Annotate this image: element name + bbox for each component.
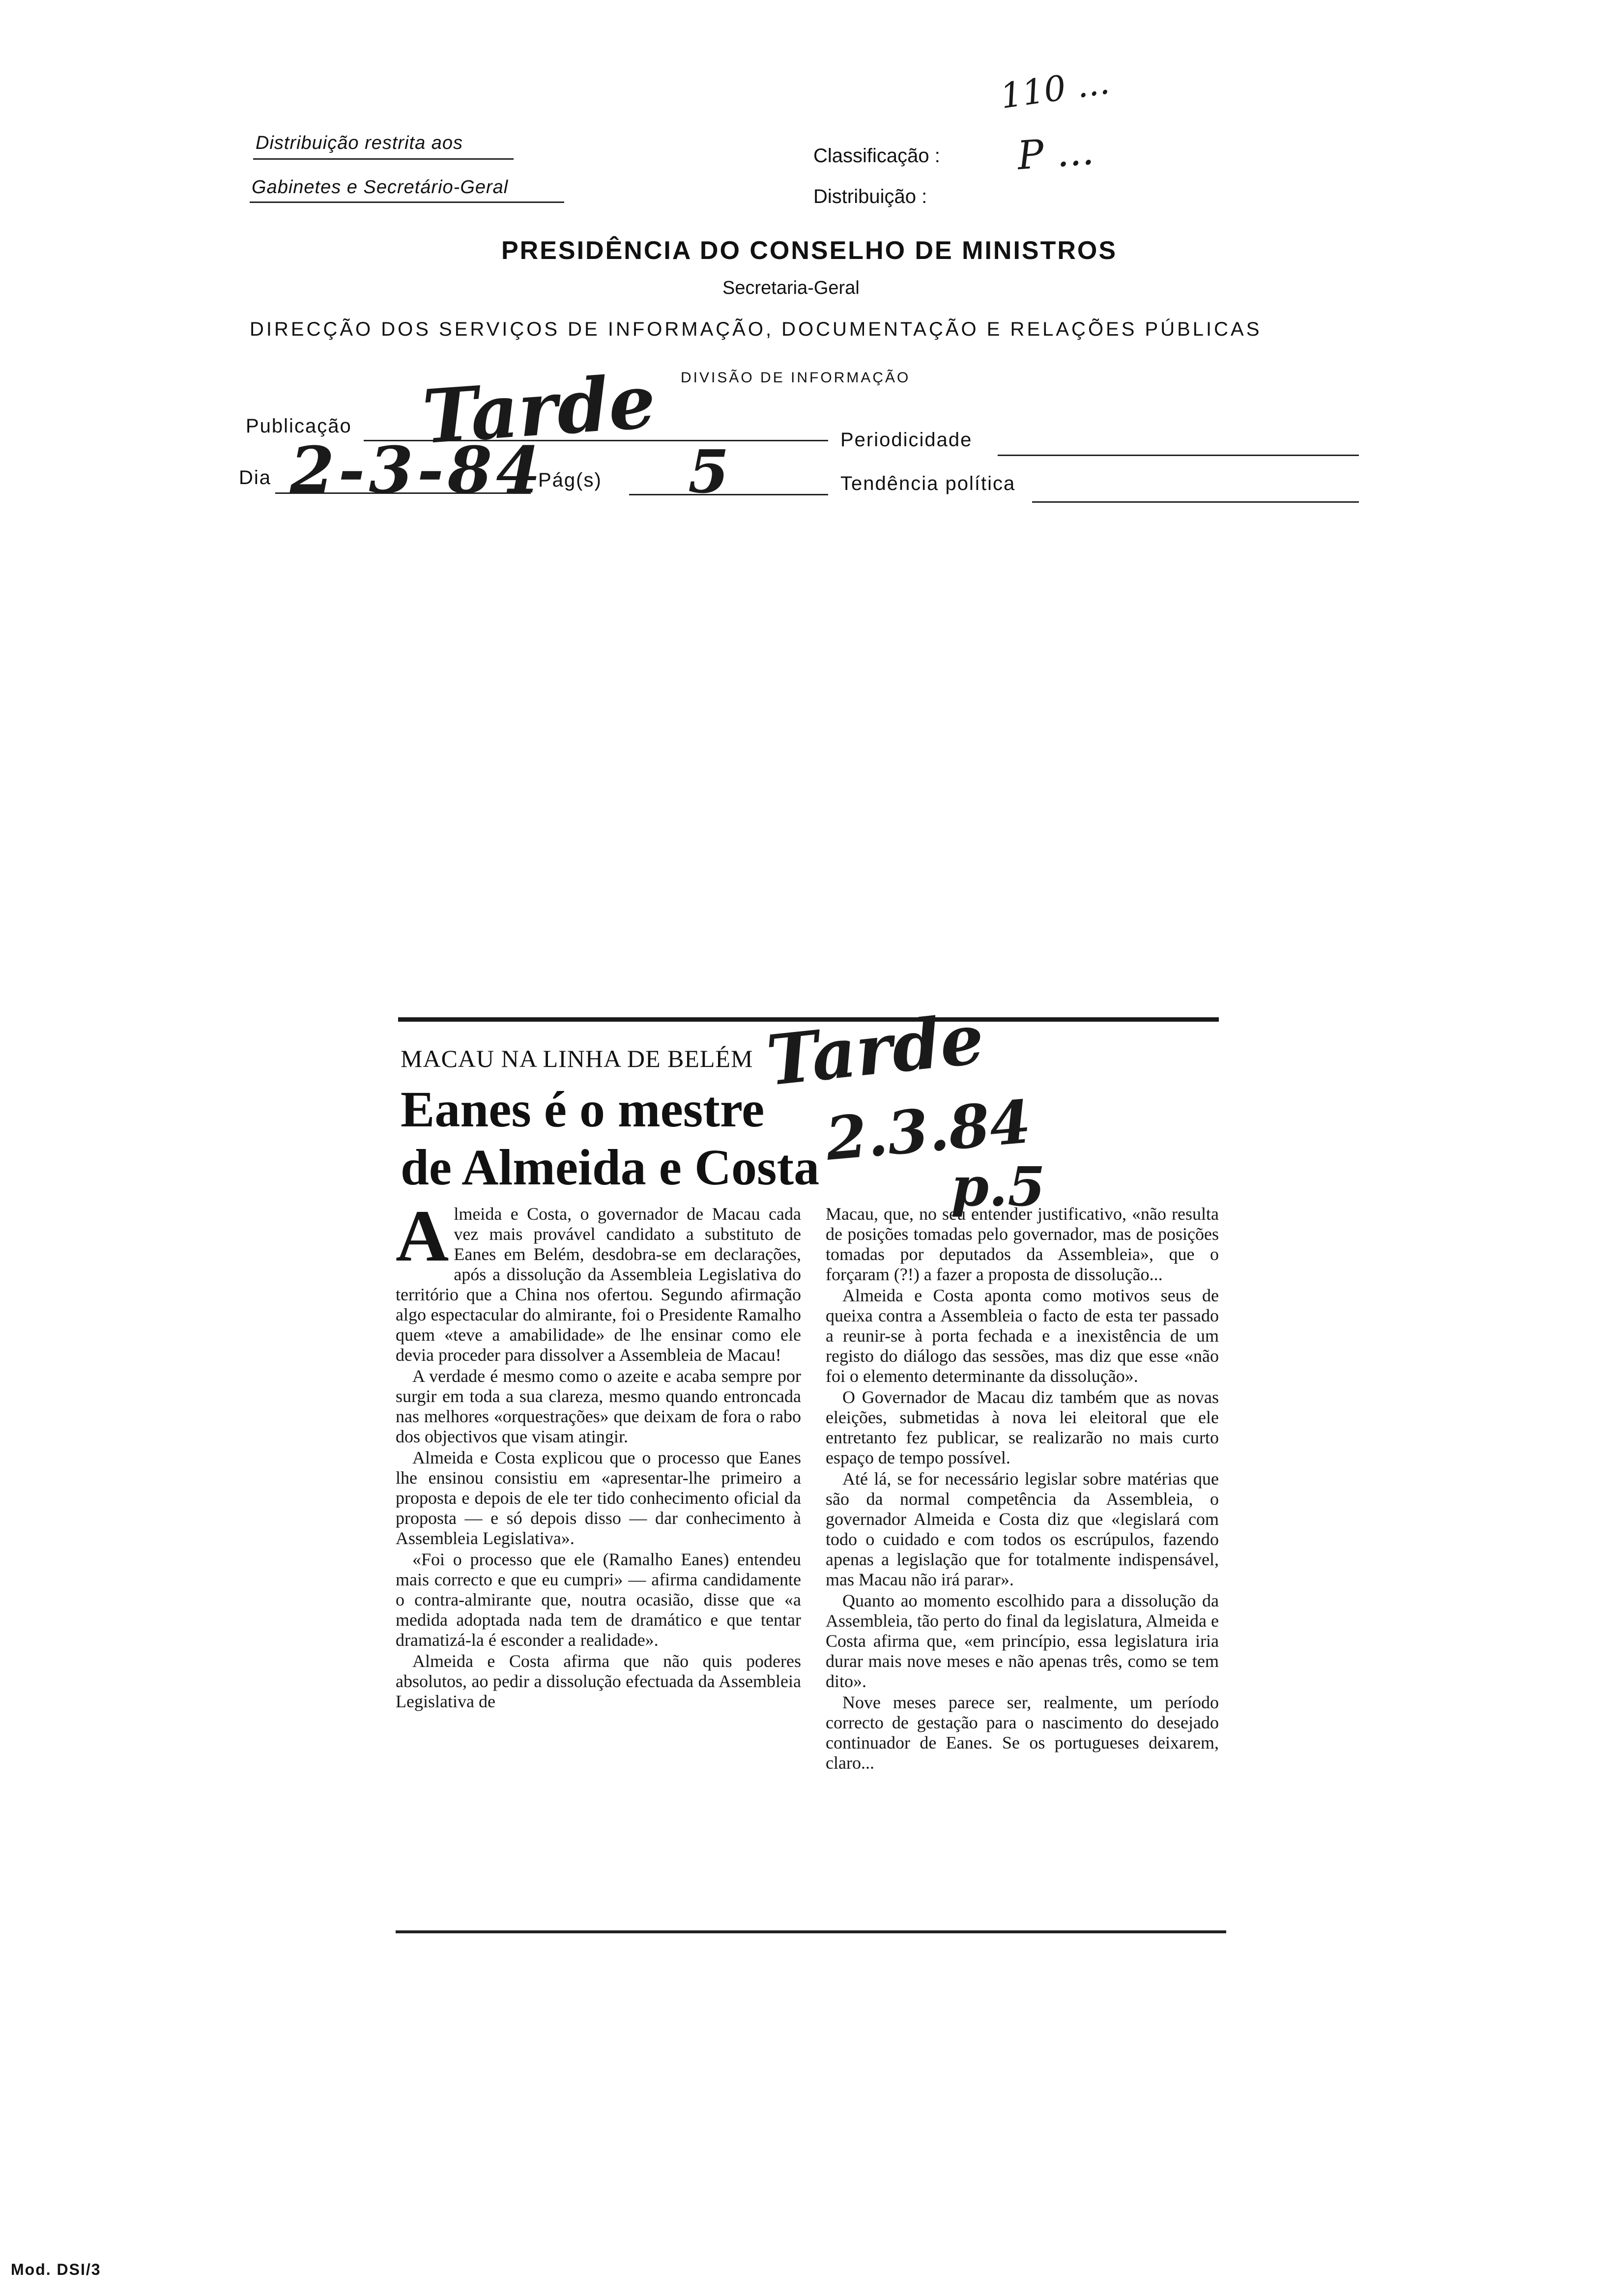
distribuicao-label: Distribuição : — [813, 186, 927, 207]
paragraph: Almeida e Costa aponta como motivos seus de queixa contra a Assembleia o facto de esta ter passado a reunir-se à porta fechada e a inexistência de um registo do diálogo das sessões, mas diz que esse «não foi o elemento determinante da dissolução». — [826, 1286, 1219, 1386]
masthead-subtitle: Secretaria-Geral — [722, 278, 860, 298]
pags-label: Pág(s) — [538, 469, 602, 491]
distribution-note-line1: Distribuição restrita aos — [256, 133, 463, 153]
handwritten-source: Tarde — [763, 999, 988, 1102]
division: DIVISÃO DE INFORMAÇÃO — [681, 370, 911, 386]
paragraph: Nove meses parece ser, realmente, um período correcto de gestação para o nascimento do desejado continuador de Eanes. Se os portugueses deixarem, claro... — [826, 1693, 1219, 1773]
masthead-title: PRESIDÊNCIA DO CONSELHO DE MINISTROS — [501, 236, 1118, 265]
tendencia-field-line — [1032, 501, 1359, 503]
drop-cap: A — [396, 1195, 449, 1277]
distribution-note-line2: Gabinetes e Secretário-Geral — [252, 177, 509, 198]
article-headline-line2: de Almeida e Costa — [401, 1139, 820, 1196]
paragraph: Até lá, se for necessário legislar sobre matérias que são da normal competência da Assembleia, o governador Almeida e Costa diz que «legislará com todo o cuidado e com todos os escrúpulos, fazendo apenas a legislação que for totalmente indispensável, mas Macau não irá parar». — [826, 1469, 1219, 1589]
handwritten-classification: P ... — [1015, 127, 1095, 179]
pags-value: 5 — [688, 437, 729, 507]
handwritten-annotation: 110 ... — [998, 61, 1112, 117]
paragraph: Almeida e Costa afirma que não quis poderes absolutos, ao pedir a dissolução efectuada da Assembleia Legislativa de — [396, 1651, 801, 1711]
handwritten-date: 2.3.84 — [823, 1087, 1034, 1174]
paragraph: Almeida e Costa explicou que o processo que Eanes lhe ensinou consistiu em «apresentar-lhe primeiro a proposta e depois de ele ter tido conhecimento oficial da proposta — e só depois disso — dar conhecimento à Assembleia Legislativa». — [396, 1448, 801, 1548]
periodicidade-field-line — [998, 455, 1359, 456]
classificacao-label: Classificação : — [813, 145, 940, 167]
article-column-2 — [826, 1204, 1219, 1774]
divider — [250, 201, 564, 203]
periodicidade-label: Periodicidade — [840, 429, 973, 451]
handwritten-page: p.5 — [951, 1155, 1045, 1218]
paragraph: A verdade é mesmo como o azeite e acaba sempre por surgir em toda a sua clareza, mesmo quando entroncada nas melhores «orquestrações» que deixam de fora o rabo dos objectivos que visam atingir. — [396, 1366, 801, 1446]
paragraph: O Governador de Macau diz também que as novas eleições, submetidas à nova lei eleitoral que ele entretanto fez publicar, se realizarão no mais curto espaço de tempo possível. — [826, 1387, 1219, 1467]
paragraph: «Foi o processo que ele (Ramalho Eanes) entendeu mais correcto e que eu cumpri» — afirma candidamente o contra-almirante que, noutra ocasião, disse que «a medida adoptada nada tem de dramático e que tentar dramatizá-la é esconder a realidade». — [396, 1550, 801, 1650]
directorate: DIRECÇÃO DOS SERVIÇOS DE INFORMAÇÃO, DOCUMENTAÇÃO E RELAÇÕES PÚBLICAS — [250, 318, 1262, 340]
dia-label: Dia — [239, 467, 272, 488]
article-headline-line1: Eanes é o mestre — [401, 1081, 765, 1138]
tendencia-label: Tendência política — [840, 473, 1016, 494]
publicacao-label: Publicação — [246, 415, 352, 437]
form-code: Mod. DSI/3 — [11, 2261, 101, 2278]
paragraph: Macau, que, no seu entender justificativo, «não resulta de posições tomadas pelo governador, mas de posições tomadas por deputados da Assembleia», que o forçaram (?!) a fazer a proposta de dissolução... — [826, 1204, 1219, 1284]
paragraph: lmeida e Costa, o governador de Macau cada vez mais provável candidato a substituto de Eanes em Belém, desdobra-se em declarações, após a dissolução da Assembleia Legislativa do território que a China nos ofertou. Segundo afirmação algo espectacular do almirante, foi o Presidente Ramalho quem «teve a amabilidade» de lhe ensinar como ele devia proceder para dissolver a Assembleia de Macau! — [396, 1204, 801, 1365]
article-kicker: MACAU NA LINHA DE BELÉM — [401, 1045, 753, 1072]
divider — [253, 158, 514, 160]
publicacao-value: Tarde — [420, 358, 659, 461]
paragraph: Quanto ao momento escolhido para a dissolução da Assembleia, tão perto do final da legislatura, Almeida e Costa afirma que, «em princípio, essa legislatura iria durar mais nove meses e não apenas três, como se tem dito». — [826, 1591, 1219, 1691]
article-column-1 — [396, 1195, 801, 1713]
dia-value: 2-3-84 — [290, 432, 545, 508]
clipping-bottom-border — [396, 1930, 1226, 1933]
